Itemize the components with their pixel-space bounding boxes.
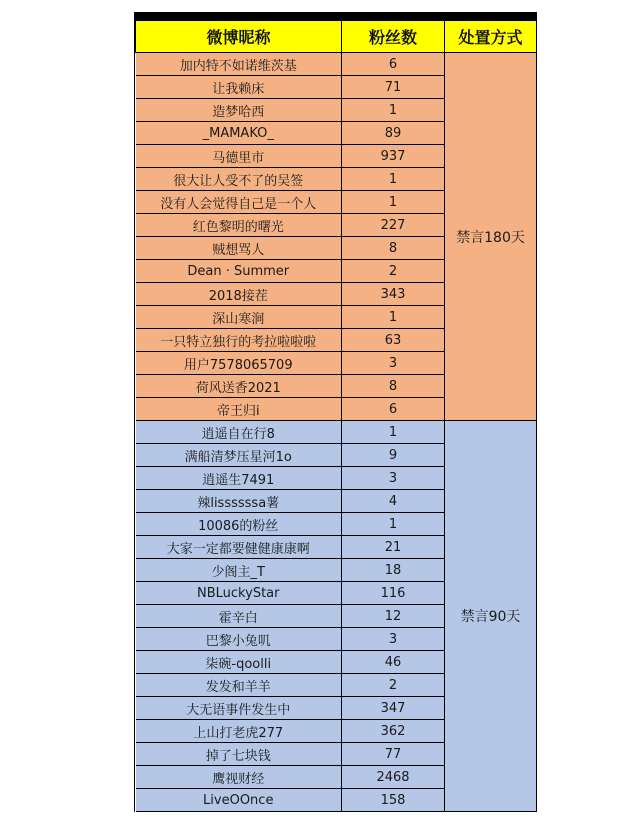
action-cell: 禁言90天: [445, 421, 537, 812]
fans-cell: 347: [342, 697, 445, 720]
nickname-cell: 发发和羊羊: [136, 674, 342, 697]
header-action: 处置方式: [445, 21, 537, 53]
nickname-cell: LiveOOnce: [136, 789, 342, 812]
header-row: [136, 21, 537, 53]
fans-cell: 227: [342, 214, 445, 237]
fans-cell: 89: [342, 122, 445, 145]
fans-cell: 1: [342, 513, 445, 536]
fans-cell: 46: [342, 651, 445, 674]
fans-cell: 362: [342, 720, 445, 743]
fans-cell: 2: [342, 674, 445, 697]
nickname-cell: 用户7578065709: [136, 352, 342, 375]
nickname-cell: 柒碗-qoolli: [136, 651, 342, 674]
nickname-cell: 加内特不如诺维茨基: [136, 53, 342, 76]
nickname-cell: 没有人会觉得自己是一个人: [136, 191, 342, 214]
fans-cell: 158: [342, 789, 445, 812]
nickname-cell: 很大让人受不了的吴签: [136, 168, 342, 191]
nickname-cell: 2018接茬: [136, 283, 342, 306]
table-row: [136, 421, 537, 444]
nickname-cell: 掉了七块钱: [136, 743, 342, 766]
fans-cell: 343: [342, 283, 445, 306]
fans-cell: 937: [342, 145, 445, 168]
nickname-cell: 一只特立独行的考拉啦啦啦: [136, 329, 342, 352]
fans-cell: 6: [342, 53, 445, 76]
nickname-cell: 逍遥生7491: [136, 467, 342, 490]
nickname-cell: 巴黎小兔叽: [136, 628, 342, 651]
nickname-cell: _MAMAKO_: [136, 122, 342, 145]
fans-cell: 71: [342, 76, 445, 99]
nickname-cell: 深山寒涧: [136, 306, 342, 329]
fans-cell: 63: [342, 329, 445, 352]
nickname-cell: 造梦哈西: [136, 99, 342, 122]
nickname-cell: 马德里市: [136, 145, 342, 168]
header-fans: 粉丝数: [342, 21, 445, 53]
header-nickname: 微博昵称: [136, 21, 342, 53]
nickname-cell: 帝王归i: [136, 398, 342, 421]
ban-list-table: [134, 12, 537, 812]
nickname-cell: 辣lissssssa薯: [136, 490, 342, 513]
fans-cell: 1: [342, 168, 445, 191]
nickname-cell: 满船清梦压星河1o: [136, 444, 342, 467]
fans-cell: 1: [342, 421, 445, 444]
fans-cell: 3: [342, 467, 445, 490]
table-row: [136, 53, 537, 76]
fans-cell: 9: [342, 444, 445, 467]
nickname-cell: Dean · Summer: [136, 260, 342, 283]
fans-cell: 18: [342, 559, 445, 582]
nickname-cell: 10086的粉丝: [136, 513, 342, 536]
fans-cell: 2468: [342, 766, 445, 789]
fans-cell: 1: [342, 191, 445, 214]
fans-cell: 1: [342, 99, 445, 122]
nickname-cell: 少阁主_T: [136, 559, 342, 582]
nickname-cell: 逍遥自在行8: [136, 421, 342, 444]
nickname-cell: 霍辛白: [136, 605, 342, 628]
fans-cell: 1: [342, 306, 445, 329]
fans-cell: 77: [342, 743, 445, 766]
nickname-cell: 上山打老虎277: [136, 720, 342, 743]
fans-cell: 4: [342, 490, 445, 513]
nickname-cell: 大家一定都要健健康康啊: [136, 536, 342, 559]
nickname-cell: 红色黎明的曙光: [136, 214, 342, 237]
fans-cell: 6: [342, 398, 445, 421]
fans-cell: 116: [342, 582, 445, 605]
fans-cell: 21: [342, 536, 445, 559]
nickname-cell: 荷风送香2021: [136, 375, 342, 398]
fans-cell: 12: [342, 605, 445, 628]
fans-cell: 8: [342, 237, 445, 260]
fans-cell: 8: [342, 375, 445, 398]
action-cell: 禁言180天: [445, 53, 537, 421]
table-body: [136, 53, 537, 812]
nickname-cell: 贼想骂人: [136, 237, 342, 260]
fans-cell: 3: [342, 352, 445, 375]
nickname-cell: 让我赖床: [136, 76, 342, 99]
fans-cell: 2: [342, 260, 445, 283]
nickname-cell: 大无语事件发生中: [136, 697, 342, 720]
fans-cell: 3: [342, 628, 445, 651]
nickname-cell: 鹰视财经: [136, 766, 342, 789]
nickname-cell: NBLuckyStar: [136, 582, 342, 605]
